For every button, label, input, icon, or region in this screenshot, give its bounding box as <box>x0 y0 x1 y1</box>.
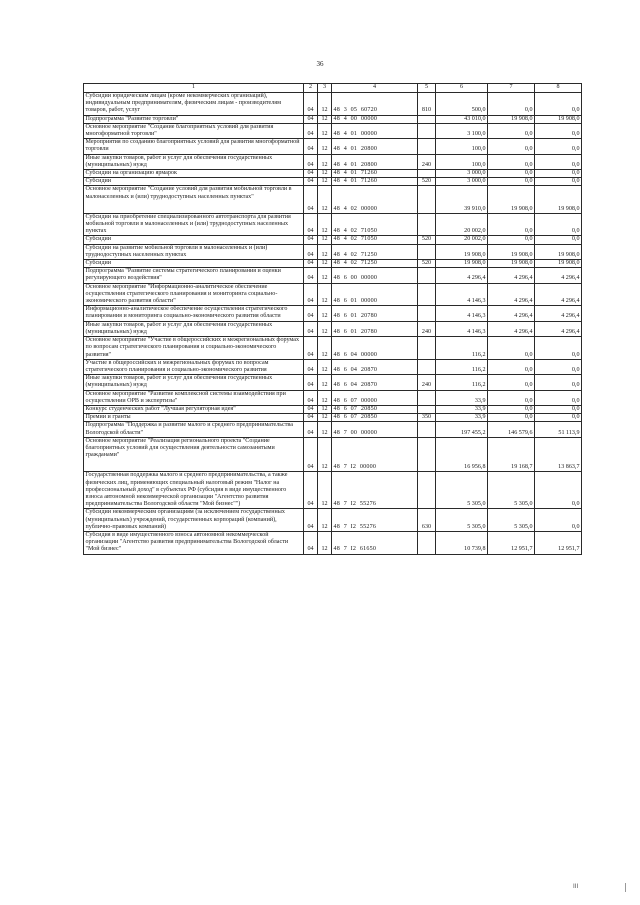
row-expense-type <box>418 359 436 374</box>
table-row <box>84 115 582 123</box>
row-expense-type <box>418 306 436 321</box>
row-target-code: 48 4 00 00000 <box>332 115 418 123</box>
row-name: Субсидии юридическим лицам (кроме некоммерческих организаций), индивидуальным предпринимателям, физическим лицам - производителям товаров, работ, услуг <box>84 93 304 116</box>
row-subsection-code: 12 <box>318 337 332 360</box>
row-expense-type <box>418 337 436 360</box>
row-value-col7: 19 908,0 <box>488 260 535 268</box>
footer-mark: III <box>573 883 579 890</box>
row-value-col8: 4 296,4 <box>535 268 582 283</box>
row-expense-type <box>418 115 436 123</box>
row-target-code: 48 4 01 00000 <box>332 123 418 138</box>
row-section-code: 04 <box>304 139 318 154</box>
row-section-code: 04 <box>304 414 318 422</box>
row-section-code: 04 <box>304 123 318 138</box>
row-value-col6: 33,9 <box>436 414 488 422</box>
row-subsection-code: 12 <box>318 437 332 472</box>
header-cell-7: 7 <box>488 84 535 93</box>
row-name: Субсидии <box>84 236 304 244</box>
row-name: Подпрограмма "Поддержка и развитие малого и среднего предпринимательства Вологодской области" <box>84 422 304 437</box>
row-section-code: 04 <box>304 422 318 437</box>
footer-tick <box>625 883 626 892</box>
row-value-col7: 0,0 <box>488 213 535 236</box>
row-expense-type <box>418 123 436 138</box>
row-subsection-code: 12 <box>318 375 332 390</box>
row-target-code: 48 4 01 20800 <box>332 139 418 154</box>
row-expense-type: 810 <box>418 93 436 116</box>
row-name: Иные закупки товаров, работ и услуг для обеспечения государственных (муниципальных) нужд <box>84 154 304 169</box>
header-cell-8: 8 <box>535 84 582 93</box>
row-name: Мероприятия по созданию благоприятных условий для развития многоформатной торговли <box>84 139 304 154</box>
row-value-col7: 0,0 <box>488 170 535 178</box>
table-row <box>84 139 582 154</box>
row-name: Субсидии <box>84 260 304 268</box>
row-value-col6: 500,0 <box>436 93 488 116</box>
header-cell-2: 2 <box>304 84 318 93</box>
row-value-col6: 4 146,3 <box>436 306 488 321</box>
row-target-code: 48 6 01 20780 <box>332 321 418 336</box>
row-value-col8: 51 113,9 <box>535 422 582 437</box>
row-value-col8: 0,0 <box>535 123 582 138</box>
table-row <box>84 509 582 532</box>
row-name: Основное мероприятие "Участие в общероссийских и межрегиональных форумах по вопросам стратегического планирования и социально-экономического развития" <box>84 337 304 360</box>
row-value-col7: 0,0 <box>488 390 535 405</box>
row-section-code: 04 <box>304 283 318 306</box>
row-expense-type <box>418 472 436 509</box>
row-section-code: 04 <box>304 375 318 390</box>
row-target-code: 48 7 I2 55276 <box>332 509 418 532</box>
row-value-col7: 4 296,4 <box>488 306 535 321</box>
table-row <box>84 236 582 244</box>
row-target-code: 48 4 02 71250 <box>332 260 418 268</box>
row-expense-type <box>418 437 436 472</box>
row-value-col7: 0,0 <box>488 178 535 186</box>
row-name: Информационно-аналитическое обеспечение осуществления стратегического планирования и мониторинга социально-экономического развития области <box>84 306 304 321</box>
table-row <box>84 375 582 390</box>
row-expense-type <box>418 268 436 283</box>
row-name: Подпрограмма "Развитие системы стратегического планирования и оценки регулирующего воздействия" <box>84 268 304 283</box>
row-section-code: 04 <box>304 390 318 405</box>
row-value-col6: 116,2 <box>436 337 488 360</box>
row-value-col7: 19 908,0 <box>488 186 535 213</box>
row-value-col7: 12 951,7 <box>488 531 535 554</box>
row-section-code: 04 <box>304 337 318 360</box>
row-value-col7: 0,0 <box>488 123 535 138</box>
row-target-code: 48 6 07 20850 <box>332 405 418 413</box>
row-value-col7: 5 305,0 <box>488 472 535 509</box>
row-expense-type <box>418 283 436 306</box>
row-expense-type: 520 <box>418 260 436 268</box>
row-value-col8: 0,0 <box>535 213 582 236</box>
row-subsection-code: 12 <box>318 154 332 169</box>
row-name: Субсидии на организацию ярмарок <box>84 170 304 178</box>
row-value-col6: 39 910,0 <box>436 186 488 213</box>
table-row <box>84 154 582 169</box>
row-target-code: 48 3 05 60720 <box>332 93 418 116</box>
table-row <box>84 268 582 283</box>
row-subsection-code: 12 <box>318 236 332 244</box>
row-value-col6: 100,0 <box>436 154 488 169</box>
table-header <box>84 84 582 93</box>
row-value-col6: 20 002,0 <box>436 236 488 244</box>
row-value-col6: 33,9 <box>436 405 488 413</box>
row-subsection-code: 12 <box>318 531 332 554</box>
row-subsection-code: 12 <box>318 422 332 437</box>
row-subsection-code: 12 <box>318 414 332 422</box>
table-body <box>84 93 582 555</box>
row-expense-type <box>418 531 436 554</box>
budget-table <box>83 83 582 555</box>
row-target-code: 48 4 01 71260 <box>332 178 418 186</box>
header-cell-5: 5 <box>418 84 436 93</box>
table-row <box>84 321 582 336</box>
header-cell-4: 4 <box>332 84 418 93</box>
header-row <box>84 84 582 93</box>
row-name: Субсидии на развитие мобильной торговли в малонаселенных и (или) труднодоступных населенных пунктах <box>84 244 304 259</box>
row-target-code: 48 7 I2 55276 <box>332 472 418 509</box>
row-section-code: 04 <box>304 236 318 244</box>
row-section-code: 04 <box>304 170 318 178</box>
row-subsection-code: 12 <box>318 509 332 532</box>
row-value-col6: 5 305,0 <box>436 509 488 532</box>
row-target-code: 48 6 00 00000 <box>332 268 418 283</box>
row-name: Основное мероприятие "Создание благоприятных условий для развития многоформатной торговли" <box>84 123 304 138</box>
row-target-code: 48 6 01 00000 <box>332 283 418 306</box>
row-value-col6: 100,0 <box>436 139 488 154</box>
row-expense-type: 520 <box>418 178 436 186</box>
table-row <box>84 390 582 405</box>
row-target-code: 48 7 I2 00000 <box>332 437 418 472</box>
row-subsection-code: 12 <box>318 390 332 405</box>
header-cell-3: 3 <box>318 84 332 93</box>
row-value-col7: 0,0 <box>488 359 535 374</box>
table-row <box>84 337 582 360</box>
row-subsection-code: 12 <box>318 186 332 213</box>
row-value-col8: 0,0 <box>535 375 582 390</box>
row-value-col6: 4 146,3 <box>436 283 488 306</box>
row-value-col8: 0,0 <box>535 414 582 422</box>
row-value-col6: 3 100,0 <box>436 123 488 138</box>
row-target-code: 48 6 04 00000 <box>332 337 418 360</box>
table-row <box>84 405 582 413</box>
table-row <box>84 283 582 306</box>
row-name: Подпрограмма "Развитие торговли" <box>84 115 304 123</box>
row-value-col7: 19 908,0 <box>488 244 535 259</box>
row-value-col6: 20 002,0 <box>436 213 488 236</box>
row-value-col7: 0,0 <box>488 154 535 169</box>
row-subsection-code: 12 <box>318 93 332 116</box>
row-subsection-code: 12 <box>318 472 332 509</box>
row-section-code: 04 <box>304 472 318 509</box>
row-section-code: 04 <box>304 115 318 123</box>
row-section-code: 04 <box>304 306 318 321</box>
row-section-code: 04 <box>304 437 318 472</box>
row-value-col6: 3 000,0 <box>436 170 488 178</box>
row-value-col8: 0,0 <box>535 236 582 244</box>
row-subsection-code: 12 <box>318 268 332 283</box>
row-expense-type <box>418 213 436 236</box>
row-name: Субсидии <box>84 178 304 186</box>
row-subsection-code: 12 <box>318 283 332 306</box>
row-value-col6: 19 908,0 <box>436 260 488 268</box>
row-subsection-code: 12 <box>318 123 332 138</box>
row-value-col8: 0,0 <box>535 154 582 169</box>
row-target-code: 48 6 07 20850 <box>332 414 418 422</box>
row-subsection-code: 12 <box>318 115 332 123</box>
row-value-col6: 116,2 <box>436 375 488 390</box>
row-value-col8: 19 908,0 <box>535 115 582 123</box>
row-subsection-code: 12 <box>318 170 332 178</box>
row-subsection-code: 12 <box>318 260 332 268</box>
row-target-code: 48 4 01 20800 <box>332 154 418 169</box>
row-target-code: 48 4 01 71260 <box>332 170 418 178</box>
row-section-code: 04 <box>304 244 318 259</box>
row-section-code: 04 <box>304 260 318 268</box>
header-cell-1: 1 <box>84 84 304 93</box>
table-row <box>84 306 582 321</box>
row-value-col8: 4 296,4 <box>535 321 582 336</box>
row-subsection-code: 12 <box>318 178 332 186</box>
row-target-code: 48 6 07 00000 <box>332 390 418 405</box>
row-expense-type: 240 <box>418 154 436 169</box>
row-value-col6: 4 146,3 <box>436 321 488 336</box>
row-subsection-code: 12 <box>318 321 332 336</box>
row-subsection-code: 12 <box>318 244 332 259</box>
row-expense-type: 520 <box>418 236 436 244</box>
row-target-code: 48 4 02 00000 <box>332 186 418 213</box>
row-value-col6: 16 956,8 <box>436 437 488 472</box>
row-value-col7: 0,0 <box>488 236 535 244</box>
row-value-col8: 0,0 <box>535 390 582 405</box>
row-name: Конкурс студенческих работ "Лучшая регуляторная идея" <box>84 405 304 413</box>
row-value-col8: 19 908,0 <box>535 260 582 268</box>
row-value-col7: 4 296,4 <box>488 268 535 283</box>
row-value-col8: 0,0 <box>535 509 582 532</box>
row-target-code: 48 7 00 00000 <box>332 422 418 437</box>
row-target-code: 48 4 02 71050 <box>332 236 418 244</box>
row-value-col7: 0,0 <box>488 375 535 390</box>
row-value-col8: 0,0 <box>535 472 582 509</box>
table-row <box>84 178 582 186</box>
table-row <box>84 170 582 178</box>
row-value-col8: 0,0 <box>535 405 582 413</box>
row-expense-type <box>418 186 436 213</box>
row-name: Участие в общероссийских и межрегиональных форумах по вопросам стратегического планирования и социально-экономического развития <box>84 359 304 374</box>
table-row <box>84 186 582 213</box>
row-value-col6: 43 010,0 <box>436 115 488 123</box>
row-value-col7: 19 168,7 <box>488 437 535 472</box>
row-value-col8: 0,0 <box>535 337 582 360</box>
row-name: Основное мероприятие "Реализация регионального проекта "Создание благоприятных условий для осуществления деятельности самозанятыми гражданами" <box>84 437 304 472</box>
row-subsection-code: 12 <box>318 306 332 321</box>
row-value-col8: 0,0 <box>535 178 582 186</box>
row-expense-type <box>418 405 436 413</box>
row-expense-type <box>418 170 436 178</box>
row-value-col8: 0,0 <box>535 93 582 116</box>
row-expense-type <box>418 422 436 437</box>
table-row <box>84 213 582 236</box>
row-value-col8: 19 908,0 <box>535 244 582 259</box>
table-row <box>84 437 582 472</box>
table-row <box>84 244 582 259</box>
row-expense-type: 350 <box>418 414 436 422</box>
row-target-code: 48 4 02 71250 <box>332 244 418 259</box>
row-value-col7: 5 305,0 <box>488 509 535 532</box>
row-value-col8: 0,0 <box>535 139 582 154</box>
table-row <box>84 93 582 116</box>
row-value-col8: 12 951,7 <box>535 531 582 554</box>
row-section-code: 04 <box>304 531 318 554</box>
row-subsection-code: 12 <box>318 213 332 236</box>
table-row <box>84 414 582 422</box>
row-value-col6: 4 296,4 <box>436 268 488 283</box>
row-section-code: 04 <box>304 178 318 186</box>
row-subsection-code: 12 <box>318 139 332 154</box>
row-subsection-code: 12 <box>318 405 332 413</box>
row-value-col7: 146 579,6 <box>488 422 535 437</box>
row-name: Субсидии некоммерческим организациям (за исключением государственных (муниципальных) учреждений, государственных корпораций (компаний), публично-правовых компаний) <box>84 509 304 532</box>
row-section-code: 04 <box>304 93 318 116</box>
row-value-col7: 0,0 <box>488 405 535 413</box>
row-value-col8: 19 908,0 <box>535 186 582 213</box>
row-expense-type: 240 <box>418 375 436 390</box>
row-name: Премии и гранты <box>84 414 304 422</box>
row-target-code: 48 7 I2 61650 <box>332 531 418 554</box>
row-value-col8: 0,0 <box>535 170 582 178</box>
row-value-col7: 0,0 <box>488 93 535 116</box>
row-expense-type <box>418 390 436 405</box>
row-value-col6: 33,9 <box>436 390 488 405</box>
row-target-code: 48 6 01 20780 <box>332 306 418 321</box>
row-value-col7: 4 296,4 <box>488 283 535 306</box>
row-name: Субсидии на приобретение специализированного автотранспорта для развития мобильной торговли в малонаселенных и (или) труднодоступных населенных пунктах <box>84 213 304 236</box>
row-section-code: 04 <box>304 154 318 169</box>
row-value-col7: 0,0 <box>488 337 535 360</box>
row-expense-type: 630 <box>418 509 436 532</box>
row-name: Субсидия в виде имущественного взноса автономной некоммерческой организации "Агентство развития предпринимательства Вологодской области "Мой бизнес" <box>84 531 304 554</box>
row-value-col8: 4 296,4 <box>535 306 582 321</box>
header-cell-6: 6 <box>436 84 488 93</box>
table-row <box>84 422 582 437</box>
row-section-code: 04 <box>304 321 318 336</box>
row-value-col6: 19 908,0 <box>436 244 488 259</box>
row-target-code: 48 6 04 20870 <box>332 359 418 374</box>
row-section-code: 04 <box>304 268 318 283</box>
row-section-code: 04 <box>304 186 318 213</box>
row-value-col6: 10 739,8 <box>436 531 488 554</box>
row-value-col8: 13 863,7 <box>535 437 582 472</box>
row-value-col7: 0,0 <box>488 414 535 422</box>
table-row <box>84 472 582 509</box>
table-row <box>84 260 582 268</box>
table-row <box>84 359 582 374</box>
row-name: Иные закупки товаров, работ и услуг для обеспечения государственных (муниципальных) нужд <box>84 321 304 336</box>
row-name: Государственная поддержка малого и среднего предпринимательства, а также физических лиц, применяющих специальный налоговый режим "Налог на профессиональный доход" в субъектах РФ (субсидия в виде имущественного взноса автономной некоммерческой организации "Агентство развития предпринимательства Вологодской области "Мой бизнес"") <box>84 472 304 509</box>
row-value-col8: 0,0 <box>535 359 582 374</box>
row-subsection-code: 12 <box>318 359 332 374</box>
row-value-col7: 19 908,0 <box>488 115 535 123</box>
row-expense-type <box>418 139 436 154</box>
row-name: Основное мероприятие "Создание условий для развития мобильной торговли в малонаселенных и (или) труднодоступных населенных пунктах" <box>84 186 304 213</box>
row-section-code: 04 <box>304 405 318 413</box>
row-value-col6: 197 455,2 <box>436 422 488 437</box>
row-value-col8: 4 296,4 <box>535 283 582 306</box>
row-value-col6: 3 000,0 <box>436 178 488 186</box>
table-row <box>84 123 582 138</box>
row-name: Иные закупки товаров, работ и услуг для обеспечения государственных (муниципальных) нужд <box>84 375 304 390</box>
row-name: Основное мероприятие "Развитие комплексной системы взаимодействия при осуществлении ОРВ и экспертизы" <box>84 390 304 405</box>
page-number: 36 <box>316 60 324 68</box>
row-section-code: 04 <box>304 509 318 532</box>
row-target-code: 48 6 04 20870 <box>332 375 418 390</box>
row-expense-type <box>418 244 436 259</box>
row-section-code: 04 <box>304 213 318 236</box>
table-row <box>84 531 582 554</box>
row-value-col6: 5 305,0 <box>436 472 488 509</box>
row-value-col7: 4 296,4 <box>488 321 535 336</box>
row-name: Основное мероприятие "Информационно-аналитическое обеспечение осуществления стратегического планирования и мониторинга социально-экономического развития области" <box>84 283 304 306</box>
row-expense-type: 240 <box>418 321 436 336</box>
row-target-code: 48 4 02 71050 <box>332 213 418 236</box>
row-value-col6: 116,2 <box>436 359 488 374</box>
row-section-code: 04 <box>304 359 318 374</box>
row-value-col7: 0,0 <box>488 139 535 154</box>
